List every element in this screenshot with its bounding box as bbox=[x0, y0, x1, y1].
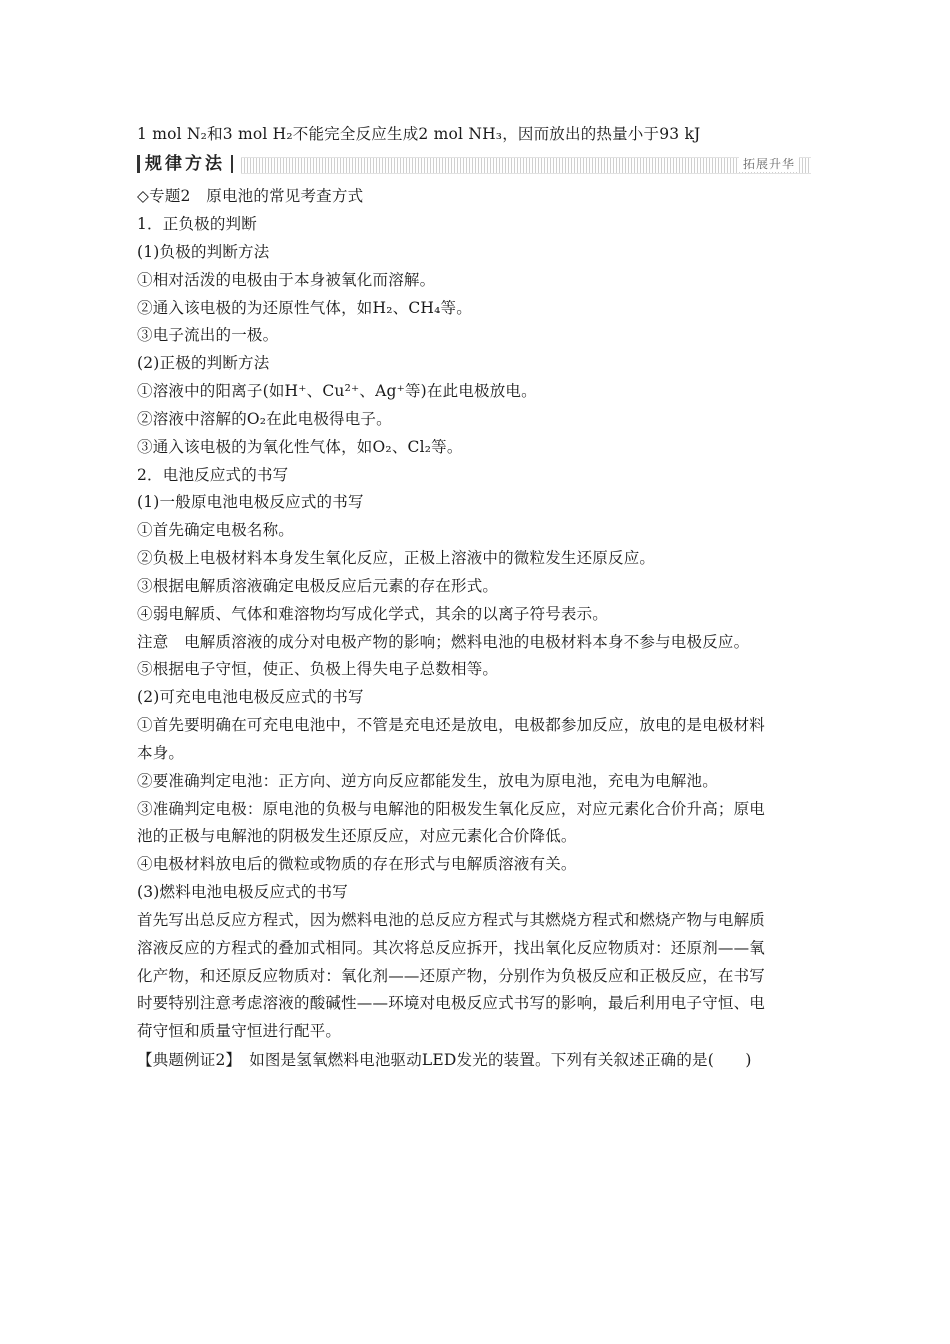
text-line: (1)一般原电池电极反应式的书写 bbox=[137, 493, 364, 511]
text-line: (2)正极的判断方法 bbox=[137, 354, 270, 372]
text-line: 荷守恒和质量守恒进行配平。 bbox=[137, 1022, 342, 1040]
note-line: 注意 电解质溶液的成分对电极产物的影响；燃料电池的电极材料本身不参与电极反应。 bbox=[137, 633, 750, 651]
text-line: 本身。 bbox=[137, 744, 185, 762]
text-line: ②通入该电极的为还原性气体，如H₂、CH₄等。 bbox=[137, 299, 472, 317]
text-line: ③通入该电极的为氧化性气体，如O₂、Cl₂等。 bbox=[137, 438, 463, 456]
text-line: ①首先确定电极名称。 bbox=[137, 521, 295, 539]
text-line: 2．电池反应式的书写 bbox=[137, 466, 289, 484]
text-line: 时要特别注意考虑溶液的酸碱性——环境对电极反应式书写的影响，最后利用电子守恒、电 bbox=[137, 994, 766, 1012]
banner-left-bar bbox=[137, 155, 140, 173]
text-line: ⑤根据电子守恒，使正、负极上得失电子总数相等。 bbox=[137, 660, 499, 678]
text-line: 化产物，和还原反应物质对：氧化剂——还原产物，分别作为负极反应和正极反应，在书写 bbox=[137, 967, 766, 985]
text-line: 1 mol N₂和3 mol H₂不能完全反应生成2 mol NH₃，因而放出的热量小于93 kJ bbox=[137, 125, 701, 143]
text-line: 池的正极与电解池的阴极发生还原反应，对应元素化合价降低。 bbox=[137, 827, 577, 845]
section-heading: ◇专题2 原电池的常见考查方式 bbox=[137, 187, 364, 205]
text-line: ①相对活泼的电极由于本身被氧化而溶解。 bbox=[137, 271, 436, 289]
banner-separator bbox=[231, 155, 233, 173]
text-line: ③根据电解质溶液确定电极反应后元素的存在形式。 bbox=[137, 577, 499, 595]
text-line: (1)负极的判断方法 bbox=[137, 243, 270, 261]
text-line: ③电子流出的一极。 bbox=[137, 326, 279, 344]
text-line: ③准确判定电极：原电池的负极与电解池的阳极发生氧化反应，对应元素化合价升高；原电 bbox=[137, 800, 766, 818]
text-line: ①溶液中的阳离子(如H⁺、Cu²⁺、Ag⁺等)在此电极放电。 bbox=[137, 382, 537, 400]
text-line: ①首先要明确在可充电电池中，不管是充电还是放电，电极都参加反应，放电的是电极材料 bbox=[137, 716, 766, 734]
text-line: ④电极材料放电后的微粒或物质的存在形式与电解质溶液有关。 bbox=[137, 855, 577, 873]
text-line: 溶液反应的方程式的叠加式相同。其次将总反应拆开，找出氧化反应物质对：还原剂——氧 bbox=[137, 939, 766, 957]
section-banner bbox=[137, 152, 811, 176]
text-line: ④弱电解质、气体和难溶物均写成化学式，其余的以离子符号表示。 bbox=[137, 605, 609, 623]
text-line: ②溶液中溶解的O₂在此电极得电子。 bbox=[137, 410, 392, 428]
banner-subtitle: 拓展升华 bbox=[739, 156, 799, 172]
text-line: ②要准确判定电池：正方向、逆方向反应都能发生，放电为原电池，充电为电解池。 bbox=[137, 772, 718, 790]
example-question: 【典题例证2】 如图是氢氧燃料电池驱动LED发光的装置。下列有关叙述正确的是( ) bbox=[137, 1051, 752, 1069]
text-line: 首先写出总反应方程式，因为燃料电池的总反应方程式与其燃烧方程式和燃烧产物与电解质 bbox=[137, 911, 766, 929]
text-line: ②负极上电极材料本身发生氧化反应，正极上溶液中的微粒发生还原反应。 bbox=[137, 549, 656, 567]
text-line: (2)可充电电池电极反应式的书写 bbox=[137, 688, 364, 706]
banner-pattern bbox=[241, 157, 811, 174]
banner-title: 规律方法 bbox=[145, 154, 225, 174]
text-line: 1．正负极的判断 bbox=[137, 215, 257, 233]
text-line: (3)燃料电池电极反应式的书写 bbox=[137, 883, 348, 901]
